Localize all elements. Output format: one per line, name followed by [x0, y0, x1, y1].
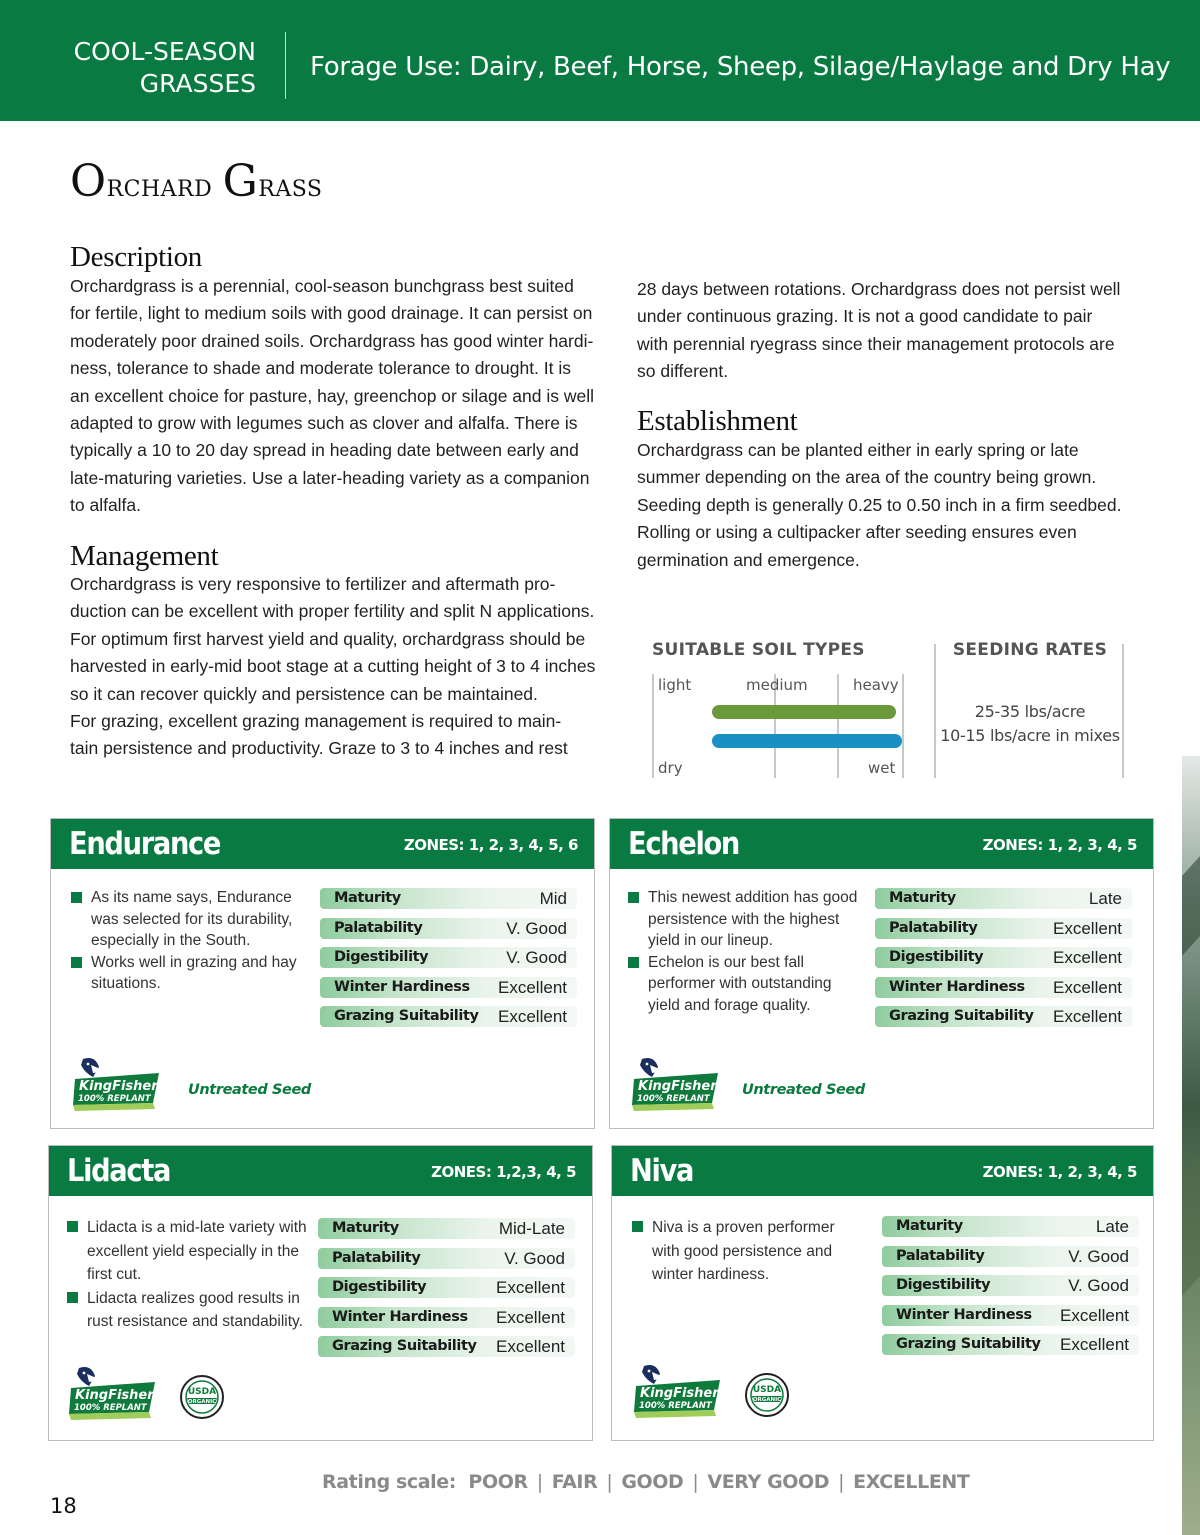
- ratings-table: [882, 1216, 1139, 1364]
- management-text-right: 28 days between rotations. Orchardgrass does not persist well under continuous grazing. It is not a good candidate to pair with perennial ryegrass since their management protocols are so different.: [637, 279, 1121, 382]
- header-divider: [285, 32, 286, 99]
- list-item: Niva is a proven performer with good persistence and winter hardiness.: [632, 1216, 842, 1287]
- page-title: Orchard Grass: [70, 156, 323, 207]
- soil-texture-bar: [712, 705, 896, 719]
- rating-row: Maturity Late: [875, 888, 1132, 909]
- rating-row: Winter Hardiness Excellent: [875, 977, 1132, 998]
- list-item: This newest addition has good persistence with the highest yield in our lineup.: [628, 887, 858, 952]
- seeding-rate-pure: 25-35 lbs/acre: [974, 702, 1086, 721]
- rating-row: Grazing Suitability Excellent: [318, 1336, 575, 1357]
- variety-name: Endurance: [69, 826, 221, 862]
- rating-row: Digestibility V. Good: [320, 947, 577, 968]
- variety-bullets: [628, 887, 858, 1016]
- soil-label-wet: wet: [868, 759, 896, 777]
- field-photo-edge: [1182, 756, 1200, 1535]
- variety-name: Echelon: [628, 826, 740, 862]
- soil-drainage-bar: [712, 734, 902, 748]
- ratings-table: [320, 888, 577, 1036]
- page-number: 18: [50, 1494, 77, 1518]
- kingfisher-logo: [630, 1364, 722, 1420]
- management-heading: Management: [70, 540, 219, 572]
- kingfisher-logo: [65, 1366, 157, 1422]
- forage-use: Forage Use: Dairy, Beef, Horse, Sheep, Silage/Haylage and Dry Hay: [310, 52, 1171, 82]
- soil-axis-left: [652, 674, 654, 778]
- variety-name: Niva: [630, 1153, 694, 1189]
- variety-zones: ZONES: 1, 2, 3, 4, 5: [982, 1163, 1137, 1181]
- usda-organic-seal-icon: [179, 1374, 225, 1420]
- rating-row: Digestibility Excellent: [875, 947, 1132, 968]
- description-text: Orchardgrass is a perennial, cool-season bunchgrass best suited for fertile, light to medium soils with good drainage. It can persist on moderately poor drained soils. Orchardgrass has good winter hardi- ness, tolerance to shade and moderate tolerance to drought. It is an excellent choice for pasture, hay, greenchop or silage and is well adapted to grow with legumes such as clover and alfalfa. There is typically a 10 to 20 day spread in heading date between early and late-maturing varieties. Use a later-heading variety as a companion to alfalfa.: [70, 276, 595, 516]
- establishment-text: Orchardgrass can be planted either in early spring or late summer depending on the area of the country being grown. Seeding depth is generally 0.25 to 0.50 inch in a firm seedbed. Rolling or using a cultipacker after seeding ensures even germination and emergence.: [637, 440, 1122, 570]
- rating-row: Palatability V. Good: [882, 1246, 1139, 1267]
- list-item: Echelon is our best fall performer with outstanding yield and forage quality.: [628, 952, 858, 1017]
- rating-row: Winter Hardiness Excellent: [320, 977, 577, 998]
- seeding-divider-left: [934, 644, 936, 778]
- soil-types-title: SUITABLE SOIL TYPES: [652, 640, 865, 660]
- rating-row: Digestibility V. Good: [882, 1275, 1139, 1296]
- soil-label-heavy: heavy: [853, 676, 899, 694]
- list-item: Works well in grazing and hay situations.: [71, 952, 301, 995]
- soil-axis-right: [902, 674, 904, 778]
- soil-label-dry: dry: [658, 759, 683, 777]
- rating-row: Palatability V. Good: [320, 918, 577, 939]
- kingfisher-logo: [628, 1057, 720, 1113]
- seed-treatment-note: Untreated Seed: [742, 1082, 865, 1098]
- rating-row: Digestibility Excellent: [318, 1277, 575, 1298]
- rating-row: Maturity Mid-Late: [318, 1218, 575, 1239]
- soil-seeding-panel: [648, 636, 1138, 782]
- rating-row: Grazing Suitability Excellent: [875, 1006, 1132, 1027]
- kingfisher-logo: [69, 1057, 161, 1113]
- management-text-left: Orchardgrass is very responsive to fertilizer and aftermath pro- duction can be excellent with proper fertility and split N applications. For optimum first harvest yield and quality, orchardgrass should be harvested in early-mid boot stage at a cutting height of 3 to 4 inches so it can recover quickly and persistence can be maintained. For grazing, excellent grazing management is required to main- tain persistence and productivity. Graze to 3 to 4 inches and rest: [70, 574, 596, 759]
- variety-zones: ZONES: 1, 2, 3, 4, 5, 6: [403, 836, 578, 854]
- rating-row: Winter Hardiness Excellent: [882, 1305, 1139, 1326]
- seed-treatment-note: Untreated Seed: [188, 1082, 311, 1098]
- establishment-heading: Establishment: [637, 405, 798, 437]
- ratings-table: [318, 1218, 575, 1366]
- rating-row: Maturity Late: [882, 1216, 1139, 1237]
- list-item: Lidacta is a mid-late variety with excellent yield especially in the first cut.: [67, 1216, 315, 1287]
- variety-card-niva: [611, 1145, 1154, 1441]
- ratings-table: [875, 888, 1132, 1036]
- card-header: [610, 819, 1153, 869]
- card-header: [51, 819, 594, 869]
- rating-row: Grazing Suitability Excellent: [320, 1006, 577, 1027]
- seeding-rates-title: SEEDING RATES: [952, 640, 1108, 660]
- rating-row: Palatability Excellent: [875, 918, 1132, 939]
- variety-card-lidacta: [48, 1145, 593, 1441]
- rating-row: Winter Hardiness Excellent: [318, 1307, 575, 1328]
- list-item: Lidacta realizes good results in rust resistance and standability.: [67, 1287, 315, 1334]
- variety-zones: ZONES: 1,2,3, 4, 5: [431, 1163, 576, 1181]
- soil-label-light: light: [658, 676, 692, 694]
- variety-bullets: [67, 1216, 315, 1334]
- soil-label-medium: medium: [746, 676, 808, 694]
- rating-row: Grazing Suitability Excellent: [882, 1334, 1139, 1355]
- header-banner: [0, 0, 1200, 121]
- category-label: COOL-SEASON GRASSES: [73, 37, 256, 98]
- card-header: [612, 1146, 1153, 1196]
- variety-zones: ZONES: 1, 2, 3, 4, 5: [982, 836, 1137, 854]
- variety-name: Lidacta: [67, 1153, 171, 1189]
- variety-card-endurance: [50, 818, 595, 1129]
- card-header: [49, 1146, 592, 1196]
- rating-row: Palatability V. Good: [318, 1248, 575, 1269]
- rating-scale: Rating scale: POOR | FAIR | GOOD | VERY GOOD | EXCELLENT: [322, 1471, 970, 1493]
- rating-row: Maturity Mid: [320, 888, 577, 909]
- variety-bullets: [632, 1216, 842, 1287]
- seeding-divider-right: [1122, 644, 1124, 778]
- soil-axis-mid2: [837, 674, 839, 778]
- seeding-rate-mix: 10-15 lbs/acre in mixes: [940, 726, 1120, 745]
- variety-bullets: [71, 887, 301, 995]
- variety-card-echelon: [609, 818, 1154, 1129]
- usda-organic-seal-icon: [744, 1372, 790, 1418]
- list-item: As its name says, Endurance was selected for its durability, especially in the South.: [71, 887, 301, 952]
- description-heading: Description: [70, 241, 203, 273]
